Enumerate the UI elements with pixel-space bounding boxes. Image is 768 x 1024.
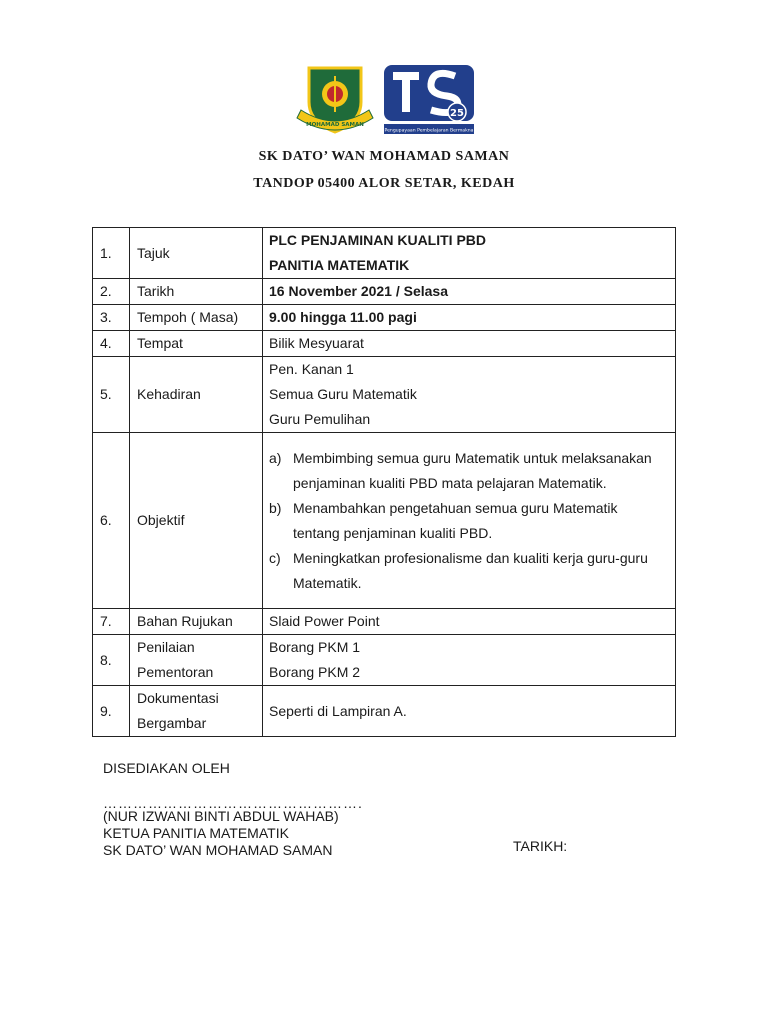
row-value (263, 635, 676, 686)
attendee-line: Semua Guru Matematik (269, 386, 417, 402)
objective-item (269, 546, 668, 596)
table-row (93, 357, 676, 433)
label-line: Bergambar (137, 715, 207, 731)
title-line: PANITIA MATEMATIK (269, 257, 410, 273)
row-number: 1. (93, 228, 130, 279)
row-label (130, 635, 263, 686)
date-label: TARIKH: (513, 838, 568, 854)
row-value (263, 228, 676, 279)
table-row (93, 331, 676, 357)
row-value: 9.00 hingga 11.00 pagi (263, 305, 676, 331)
title-line: PLC PENJAMINAN KUALITI PBD (269, 232, 487, 248)
row-label: Tempat (130, 331, 263, 357)
school-name: SK DATO’ WAN MOHAMAD SAMAN (258, 149, 510, 164)
row-value: 16 November 2021 / Selasa (263, 279, 676, 305)
preparer-name: (NUR IZWANI BINTI ABDUL WAHAB) (103, 808, 339, 824)
row-number: 8. (93, 635, 130, 686)
preparer-school: SK DATO’ WAN MOHAMAD SAMAN (103, 842, 333, 858)
label-line: Dokumentasi (137, 690, 219, 706)
form-line: Borang PKM 1 (269, 639, 361, 655)
row-number: 9. (93, 686, 130, 737)
table-row (93, 686, 676, 737)
form-line: Borang PKM 2 (269, 664, 361, 680)
table-row (93, 609, 676, 635)
row-label: Tajuk (130, 228, 263, 279)
preparer-position: KETUA PANITIA MATEMATIK (103, 825, 289, 841)
row-label: Bahan Rujukan (130, 609, 263, 635)
ts-number: 25 (450, 108, 464, 119)
crest-banner-text: MOHAMAD SAMAN (306, 122, 364, 128)
row-value: Seperti di Lampiran A. (263, 686, 676, 737)
table-row (93, 279, 676, 305)
row-label: Tempoh ( Masa) (130, 305, 263, 331)
objective-item (269, 446, 668, 496)
objective-item (269, 496, 668, 546)
row-label: Kehadiran (130, 357, 263, 433)
objective-text: Meningkatkan profesionalisme dan kualiti kerja guru-guru Matematik. (293, 549, 648, 591)
objective-text: Membimbing semua guru Matematik untuk melaksanakan penjaminan kualiti PBD mata pelajaran Matematik. (293, 449, 652, 491)
prepared-by-label: DISEDIAKAN OLEH (103, 760, 230, 776)
school-address: TANDOP 05400 ALOR SETAR, KEDAH (253, 176, 515, 191)
row-number: 2. (93, 279, 130, 305)
row-value (263, 357, 676, 433)
objective-list (269, 446, 668, 596)
label-line: Penilaian (137, 639, 195, 655)
table-row (93, 305, 676, 331)
logo-group (295, 62, 475, 140)
row-value: Slaid Power Point (263, 609, 676, 635)
row-number: 6. (93, 433, 130, 609)
objective-text: Menambahkan pengetahuan semua guru Matematik tentang penjaminan kualiti PBD. (293, 499, 618, 541)
school-crest-logo (295, 62, 375, 140)
signature-line: ……………………………………………. (103, 795, 363, 811)
table-row (93, 635, 676, 686)
label-line: Pementoran (137, 664, 214, 680)
row-number: 7. (93, 609, 130, 635)
row-label: Objektif (130, 433, 263, 609)
row-number: 3. (93, 305, 130, 331)
objective-marker: a) (269, 449, 282, 466)
ts-caption: Pengupayaan Pembelajaran Bermakna (384, 128, 474, 134)
objective-marker: c) (269, 549, 281, 566)
ts25-logo (383, 64, 475, 136)
table-row (93, 433, 676, 609)
row-number: 5. (93, 357, 130, 433)
row-label (130, 686, 263, 737)
row-value: Bilik Mesyuarat (263, 331, 676, 357)
row-value (263, 433, 676, 609)
program-info-table (92, 227, 676, 737)
attendee-line: Pen. Kanan 1 (269, 361, 354, 377)
attendee-line: Guru Pemulihan (269, 411, 371, 427)
row-label: Tarikh (130, 279, 263, 305)
table-row (93, 228, 676, 279)
objective-marker: b) (269, 499, 282, 516)
row-number: 4. (93, 331, 130, 357)
